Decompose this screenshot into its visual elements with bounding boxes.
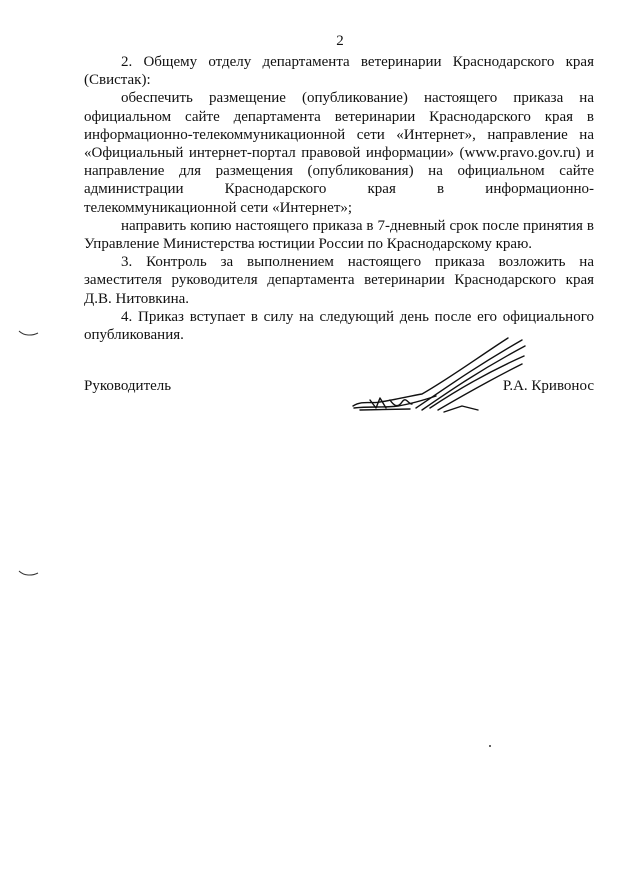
page-number: 2 [336,33,344,49]
paragraph-item-2: 2. Общему отделу департамента ветеринарии Краснодарского края (Свистак): [84,54,594,89]
document-body [84,53,594,344]
scan-speck [489,745,491,747]
signer-role: Руководитель [84,378,172,394]
margin-mark-icon [18,569,40,577]
paragraph-item-4: 4. Приказ вступает в силу на следующий день после его официального опубликования. [84,308,594,344]
paragraph-publication: обеспечить размещение (опубликование) настоящего приказа на официальном сайте департамента ветеринарии Краснодарского края в информационно-телекоммуникационной сети «Интернет», направление на «Официальный интернет-портал правовой информации» (www.pravo.gov.ru) и направление для размещения (опубликования) на официальном сайте администрации Краснодарского края в информационно-телекоммуникационной сети «Интернет»; [84,90,594,216]
paragraph-copy-to-ministry: направить копию настоящего приказа в 7-дневный срок после принятия в Управление Министерства юстиции России по Краснодарскому краю. [84,217,594,253]
signature-block [84,368,594,418]
handwritten-signature [350,334,530,414]
margin-mark-icon [18,329,40,337]
signer-name: Р.А. Кривонос [502,378,594,394]
paragraph-item-3: 3. Контроль за выполнением настоящего приказа возложить на заместителя руководителя департамента ветеринарии Краснодарского края Д.В. Нитовкина. [84,254,594,307]
